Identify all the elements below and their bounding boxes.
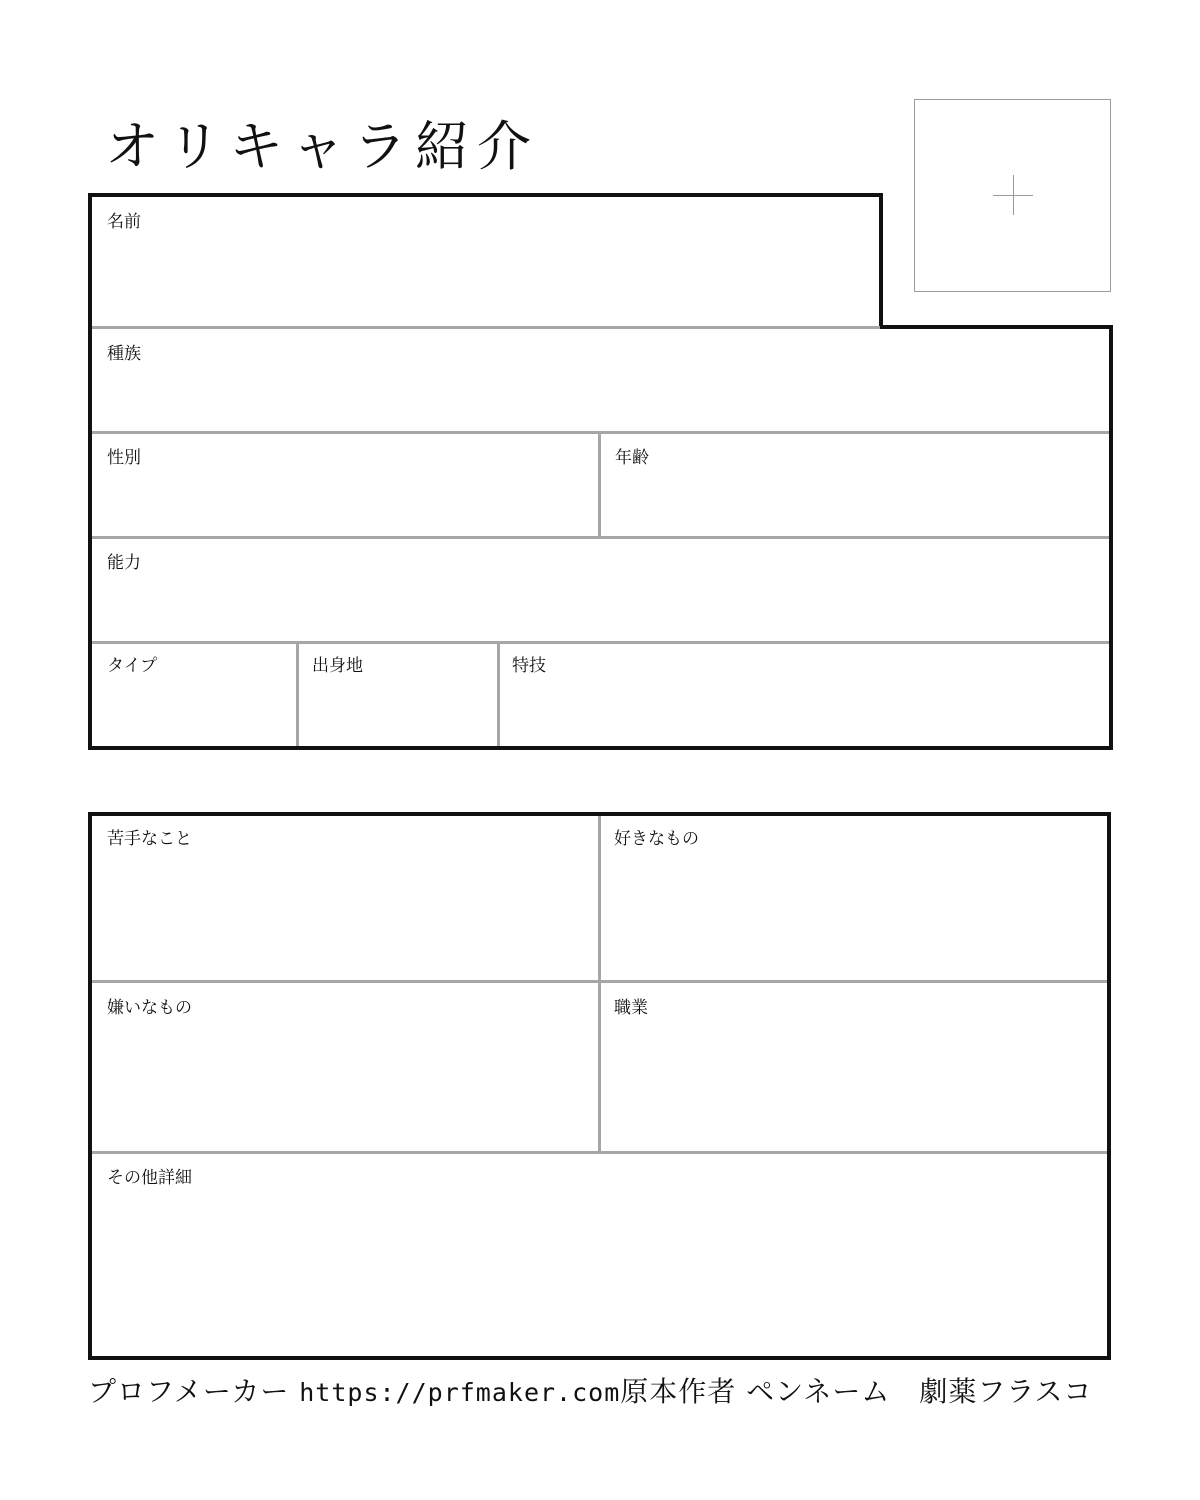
footer-credit bbox=[88, 1372, 1093, 1413]
border-bottom bbox=[88, 746, 1113, 750]
field-label-likes: 好きなもの bbox=[614, 829, 699, 849]
divider bbox=[296, 644, 299, 746]
page-title: オリキャラ紹介 bbox=[105, 115, 539, 178]
field-label-skill: 特技 bbox=[512, 656, 546, 676]
border-left bbox=[88, 193, 92, 750]
divider bbox=[92, 641, 1109, 644]
divider bbox=[497, 644, 500, 746]
field-label-gender: 性別 bbox=[107, 448, 141, 468]
field-label-age: 年齢 bbox=[615, 448, 649, 468]
field-label-ability: 能力 bbox=[107, 553, 141, 573]
border-left bbox=[88, 812, 92, 1360]
field-label-race: 種族 bbox=[107, 344, 141, 364]
footer-url-link[interactable]: https://prfmaker.com bbox=[299, 1378, 621, 1407]
border-top-right bbox=[879, 325, 1113, 329]
border-top-name bbox=[88, 193, 883, 197]
border-bottom bbox=[88, 1356, 1111, 1360]
border-right bbox=[1107, 812, 1111, 1360]
border-right bbox=[1109, 325, 1113, 750]
field-label-details: その他詳細 bbox=[107, 1168, 192, 1188]
border-right-name bbox=[879, 193, 883, 329]
divider bbox=[598, 816, 601, 1151]
divider bbox=[92, 536, 1109, 539]
footer-maker: プロフメーカー bbox=[88, 1375, 290, 1408]
field-label-dislikes: 嫌いなもの bbox=[107, 998, 192, 1018]
field-label-occupation: 職業 bbox=[614, 998, 648, 1018]
divider bbox=[92, 1151, 1107, 1154]
divider bbox=[598, 434, 601, 537]
divider bbox=[92, 326, 880, 329]
photo-upload-box[interactable] bbox=[914, 99, 1111, 292]
field-label-birthplace: 出身地 bbox=[312, 656, 363, 676]
field-label-type: タイプ bbox=[107, 656, 158, 676]
footer-author: 原本作者 ペンネーム 劇薬フラスコ bbox=[620, 1375, 1093, 1408]
field-label-name: 名前 bbox=[107, 212, 141, 232]
field-label-weakness: 苦手なこと bbox=[107, 829, 192, 849]
